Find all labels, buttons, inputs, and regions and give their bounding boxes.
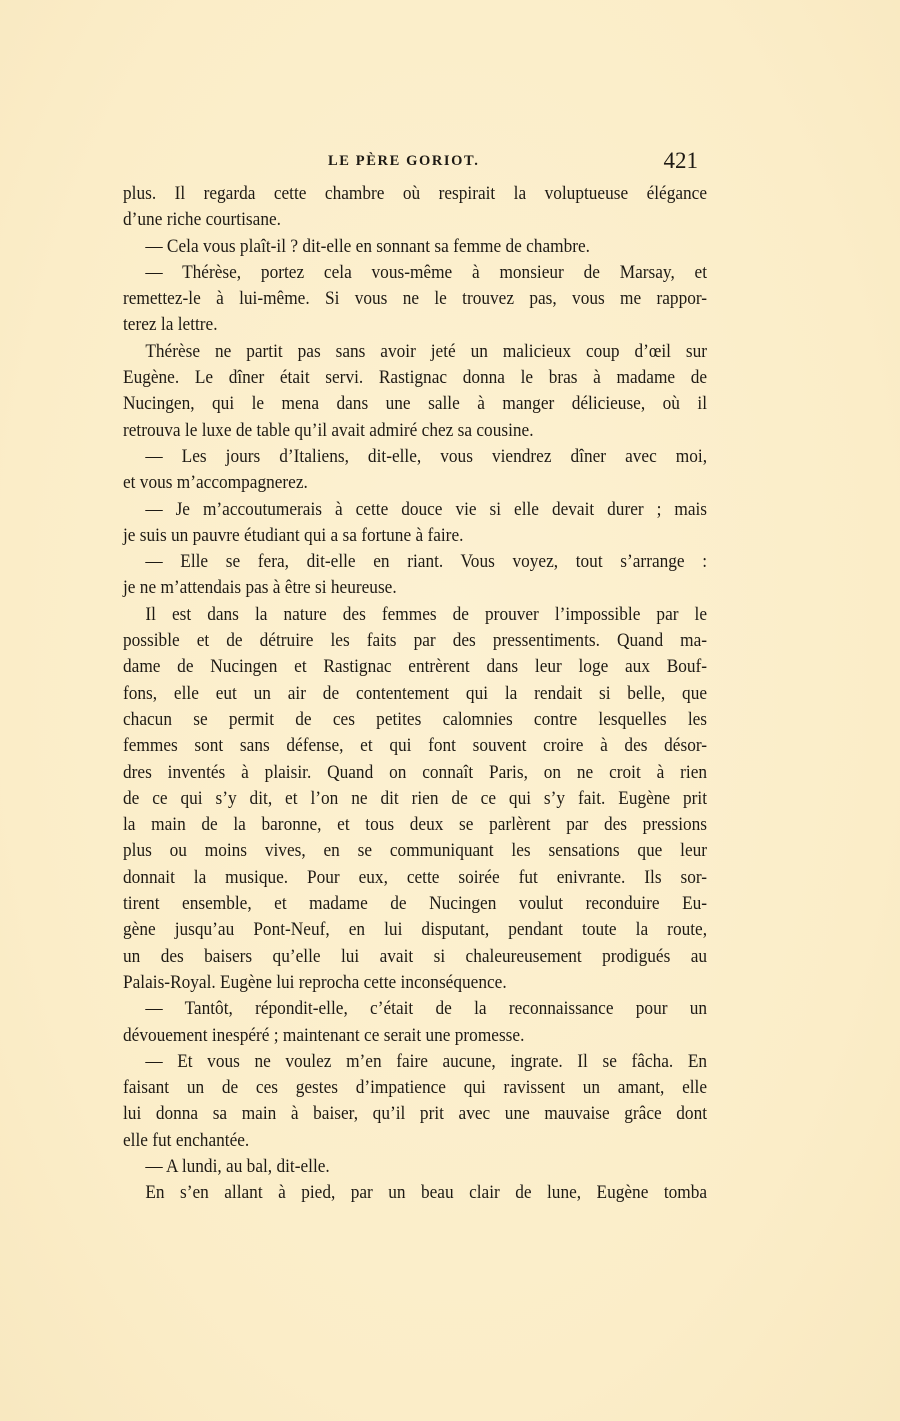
text-line: — Tantôt, répondit-elle, c’était de la reconnaissance pour un <box>145 998 708 1020</box>
text-line: Il est dans la nature des femmes de prouver l’impossible par le <box>145 603 708 625</box>
text-line: je suis un pauvre étudiant qui a sa fortune à faire. <box>123 524 464 546</box>
text-line: — Les jours d’Italiens, dit-elle, vous viendrez dîner avec moi, <box>145 445 708 467</box>
text-line: — Thérèse, portez cela vous-même à monsieur de Marsay, et <box>145 261 708 283</box>
text-line: je ne m’attendais pas à être si heureuse. <box>123 577 397 599</box>
text-line: donnait la musique. Pour eux, cette soirée fut enivrante. Ils sor- <box>123 866 708 888</box>
text-line: et vous m’accompagnerez. <box>123 472 308 494</box>
text-line: femmes sont sans défense, et qui font souvent croire à des désor- <box>123 735 708 757</box>
text-line: tirent ensemble, et madame de Nucingen voulut reconduire Eu- <box>123 893 708 915</box>
text-line: — Je m’accoutumerais à cette douce vie si elle devait durer ; mais <box>145 498 708 520</box>
text-line: d’une riche courtisane. <box>123 209 281 231</box>
text-line: Eugène. Le dîner était servi. Rastignac donna le bras à madame de <box>123 367 708 389</box>
text-line: dame de Nucingen et Rastignac entrèrent dans leur loge aux Bouf- <box>123 656 708 678</box>
text-line: remettez-le à lui-même. Si vous ne le trouvez pas, vous me rappor- <box>123 288 708 310</box>
text-line: — Cela vous plaît-il ? dit-elle en sonnant sa femme de chambre. <box>145 235 590 257</box>
running-title: LE PÈRE GORIOT. <box>328 153 480 169</box>
text-line: dres inventés à plaisir. Quand on connaît Paris, on ne croit à rien <box>123 761 708 783</box>
text-line: fons, elle eut un air de contentement qui la rendait si belle, que <box>123 682 708 704</box>
text-line: dévouement inespéré ; maintenant ce serait une promesse. <box>123 1024 525 1046</box>
text-line: plus ou moins vives, en se communiquant les sensations que leur <box>123 840 708 862</box>
text-line: possible et de détruire les faits par des pressentiments. Quand ma- <box>123 630 708 652</box>
page-number: 421 <box>663 148 698 173</box>
running-head <box>123 150 706 176</box>
text-line: plus. Il regarda cette chambre où respirait la voluptueuse élégance <box>123 183 708 204</box>
text-line: gène jusqu’au Pont-Neuf, en lui disputant, pendant toute la route, <box>123 919 708 941</box>
text-line: terez la lettre. <box>123 314 218 336</box>
text-line: En s’en allant à pied, par un beau clair de lune, Eugène tomba <box>145 1182 708 1204</box>
text-line: lui donna sa main à baiser, qu’il prit avec une mauvaise grâce dont <box>123 1103 708 1125</box>
text-line: faisant un de ces gestes d’impatience qui ravissent un amant, elle <box>123 1077 708 1099</box>
text-line: — A lundi, au bal, dit-elle. <box>145 1155 330 1177</box>
body-text <box>123 181 707 1207</box>
text-line: — Elle se fera, dit-elle en riant. Vous voyez, tout s’arrange : <box>145 551 708 573</box>
text-line: un des baisers qu’elle lui avait si chaleureusement prodigués au <box>123 945 708 967</box>
text-line: Palais-Royal. Eugène lui reprocha cette inconséquence. <box>123 971 507 993</box>
text-line: elle fut enchantée. <box>123 1129 250 1151</box>
text-line: de ce qui s’y dit, et l’on ne dit rien de ce qui s’y fait. Eugène prit <box>123 787 708 809</box>
text-line: — Et vous ne voulez m’en faire aucune, ingrate. Il se fâcha. En <box>145 1050 708 1072</box>
text-line: la main de la baronne, et tous deux se parlèrent par des pressions <box>123 814 708 836</box>
text-line: retrouva le luxe de table qu’il avait admiré chez sa cousine. <box>123 419 534 441</box>
text-line: Nucingen, qui le mena dans une salle à manger délicieuse, où il <box>123 393 708 415</box>
text-line: chacun se permit de ces petites calomnies contre lesquelles les <box>123 708 708 730</box>
text-line: Thérèse ne partit pas sans avoir jeté un malicieux coup d’œil sur <box>145 340 708 362</box>
